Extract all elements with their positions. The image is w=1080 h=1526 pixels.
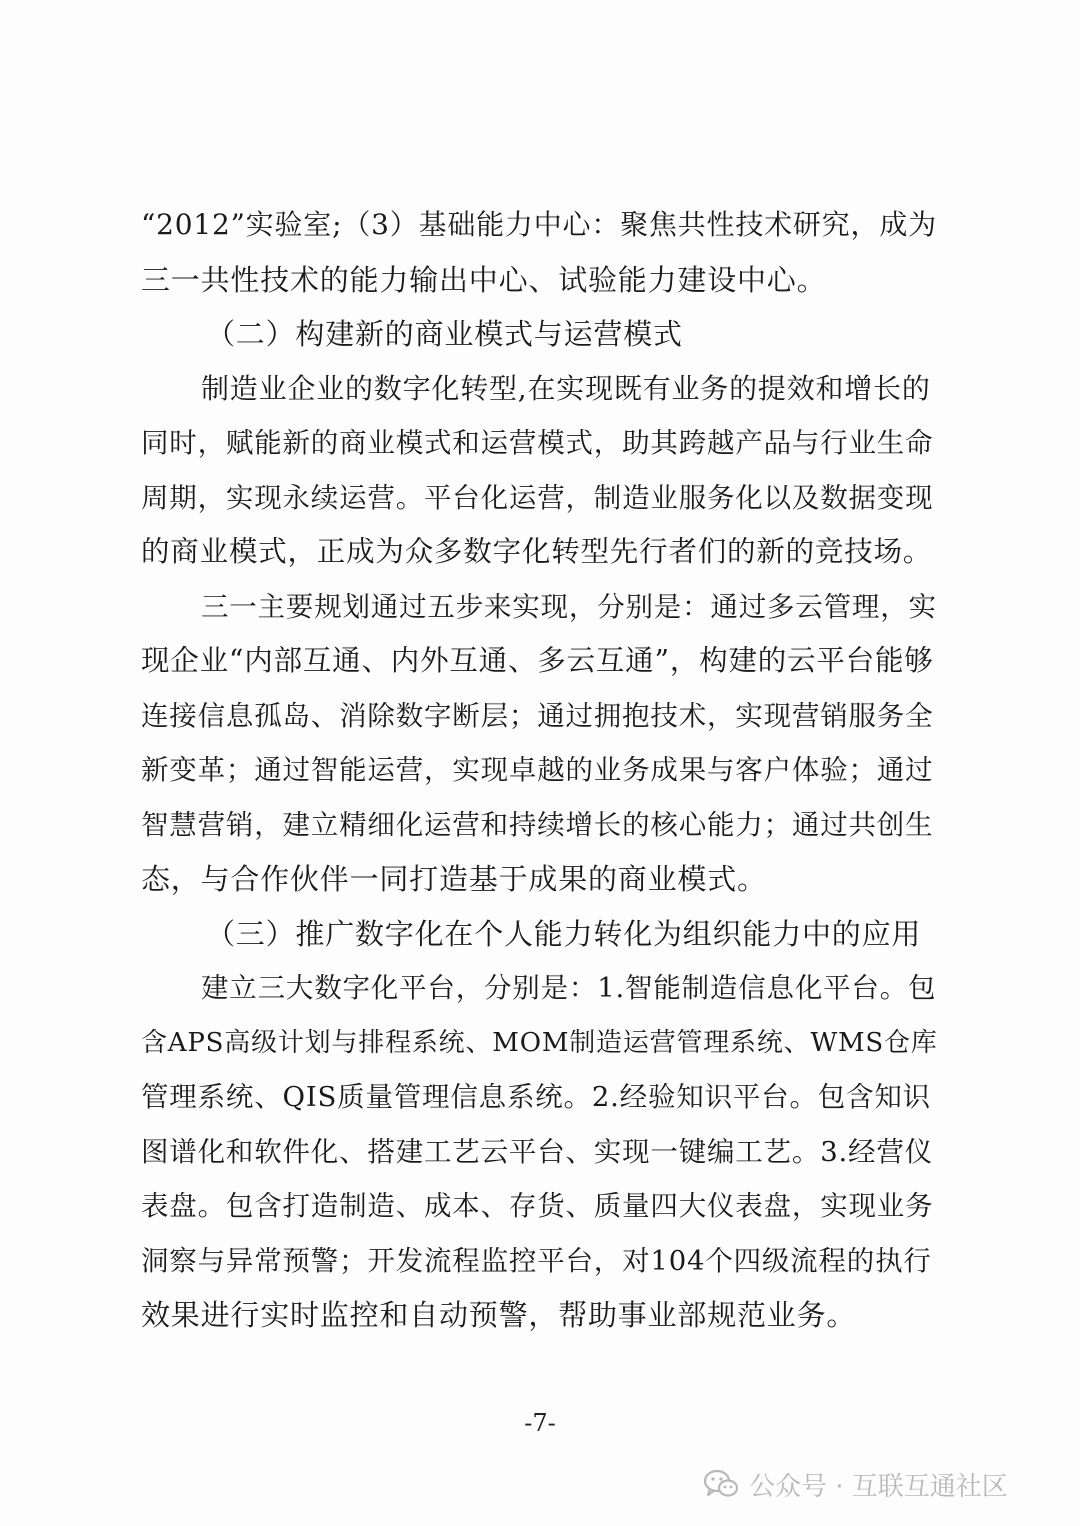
- text-line: “2012”实验室;（3）基础能力中心：聚焦共性技术研究，成为: [141, 208, 937, 241]
- text-line: 表盘。包含打造制造、成本、存货、质量四大仪表盘，实现业务: [141, 1190, 934, 1222]
- document-body: [141, 198, 941, 1343]
- text-line: 同时，赋能新的商业模式和运营模式，助其跨越产品与行业生命: [141, 427, 934, 459]
- text-line: 的商业模式，正成为众多数字化转型先行者们的新的竞技场。: [141, 535, 933, 568]
- text-line: 连接信息孤岛、消除数字断层；通过拥抱技术，实现营销服务全: [141, 699, 934, 732]
- page-number: -7-: [524, 1409, 556, 1437]
- watermark-text: 公众号 · 互联互通社区: [749, 1471, 1008, 1502]
- text-line: 态，与合作伙伴一同打造基于成果的商业模式。: [141, 862, 767, 896]
- section-heading: （二）构建新的商业模式与运营模式: [206, 317, 683, 351]
- section-heading: （三）推广数字化在个人能力转化为组织能力中的应用: [206, 916, 922, 951]
- text-line: 三一共性技术的能力输出中心、试验能力建设中心。: [141, 262, 827, 297]
- text-line: 现企业“内部互通、内外互通、多云互通”，构建的云平台能够: [141, 644, 934, 677]
- text-line: 周期，实现永续运营。平台化运营，制造业服务化以及数据变现: [141, 481, 934, 514]
- watermark: [703, 1464, 1008, 1504]
- text-line: 制造业企业的数字化转型,在实现既有业务的提效和增长的: [201, 371, 931, 405]
- wechat-icon: [703, 1468, 739, 1500]
- text-line: 洞察与异常预警；开发流程监控平台，对104个四级流程的执行: [141, 1244, 932, 1277]
- text-line: 图谱化和软件化、搭建工艺云平台、实现一键编工艺。3.经营仪: [141, 1135, 933, 1168]
- text-line: 新变革；通过智能运营，实现卓越的业务成果与客户体验；通过: [141, 754, 934, 786]
- text-line: 管理系统、QIS质量管理信息系统。2.经验知识平台。包含知识: [141, 1081, 931, 1113]
- text-line: 效果进行实时监控和自动预警，帮助事业部规范业务。: [141, 1298, 857, 1332]
- text-line: 建立三大数字化平台，分别是：1.智能制造信息化平台。包: [201, 972, 937, 1004]
- text-line: 智慧营销，建立精细化运营和持续增长的核心能力；通过共创生: [141, 808, 934, 841]
- text-line: 三一主要规划通过五步来实现，分别是：通过多云管理，实: [201, 590, 937, 623]
- text-line: 含APS高级计划与排程系统、MOM制造运营管理系统、WMS仓库: [141, 1027, 938, 1058]
